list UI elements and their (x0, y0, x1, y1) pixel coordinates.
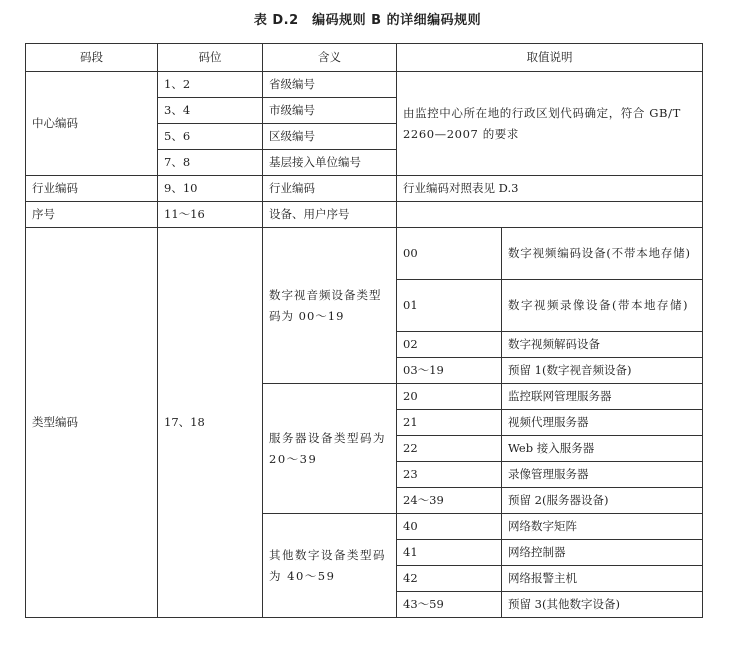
group-label-cell: 其他数字设备类型码为 40～59 (263, 514, 397, 618)
segment-cell: 行业编码 (26, 176, 158, 202)
table-row (26, 228, 703, 280)
description-cell (397, 202, 703, 228)
meaning-cell: 基层接入单位编号 (263, 150, 397, 176)
table-row (26, 176, 703, 202)
table-title: 表 D.2 编码规则 B 的详细编码规则 (253, 13, 482, 28)
name-cell: Web 接入服务器 (502, 436, 703, 462)
name-cell: 数字视频录像设备(带本地存储) (502, 280, 703, 332)
group-label-cell: 数字视音频设备类型码为 00～19 (263, 228, 397, 384)
code-cell: 02 (397, 332, 502, 358)
position-cell: 7、8 (158, 150, 263, 176)
segment-cell: 类型编码 (26, 228, 158, 618)
code-cell: 41 (397, 540, 502, 566)
name-cell: 录像管理服务器 (502, 462, 703, 488)
name-cell: 监控联网管理服务器 (502, 384, 703, 410)
position-cell: 1、2 (158, 72, 263, 98)
encoding-rules-table (25, 43, 703, 618)
meaning-cell: 市级编号 (263, 98, 397, 124)
name-cell: 预留 2(服务器设备) (502, 488, 703, 514)
code-cell: 40 (397, 514, 502, 540)
code-cell: 21 (397, 410, 502, 436)
group-label-cell: 服务器设备类型码为 20～39 (263, 384, 397, 514)
header-row (26, 44, 703, 72)
meaning-cell: 区级编号 (263, 124, 397, 150)
header-position: 码位 (158, 44, 263, 72)
code-cell: 24～39 (397, 488, 502, 514)
code-cell: 03～19 (397, 358, 502, 384)
position-cell: 9、10 (158, 176, 263, 202)
table-row (26, 202, 703, 228)
name-cell: 网络报警主机 (502, 566, 703, 592)
description-cell: 由监控中心所在地的行政区划代码确定，符合 GB/T 2260—2007 的要求 (397, 72, 703, 176)
code-cell: 20 (397, 384, 502, 410)
meaning-cell: 设备、用户序号 (263, 202, 397, 228)
name-cell: 网络数字矩阵 (502, 514, 703, 540)
position-cell: 11～16 (158, 202, 263, 228)
code-cell: 01 (397, 280, 502, 332)
name-cell: 网络控制器 (502, 540, 703, 566)
position-cell: 17、18 (158, 228, 263, 618)
position-cell: 3、4 (158, 98, 263, 124)
meaning-cell: 省级编号 (263, 72, 397, 98)
meaning-cell: 行业编码 (263, 176, 397, 202)
code-cell: 43～59 (397, 592, 502, 618)
table-row (26, 72, 703, 98)
name-cell: 视频代理服务器 (502, 410, 703, 436)
segment-cell: 中心编码 (26, 72, 158, 176)
code-cell: 23 (397, 462, 502, 488)
header-meaning: 含义 (263, 44, 397, 72)
header-value-description: 取值说明 (397, 44, 703, 72)
code-cell: 42 (397, 566, 502, 592)
code-cell: 00 (397, 228, 502, 280)
name-cell: 数字视频编码设备(不带本地存储) (502, 228, 703, 280)
position-cell: 5、6 (158, 124, 263, 150)
name-cell: 预留 1(数字视音频设备) (502, 358, 703, 384)
header-segment: 码段 (26, 44, 158, 72)
code-cell: 22 (397, 436, 502, 462)
name-cell: 数字视频解码设备 (502, 332, 703, 358)
segment-cell: 序号 (26, 202, 158, 228)
description-cell: 行业编码对照表见 D.3 (397, 176, 703, 202)
name-cell: 预留 3(其他数字设备) (502, 592, 703, 618)
